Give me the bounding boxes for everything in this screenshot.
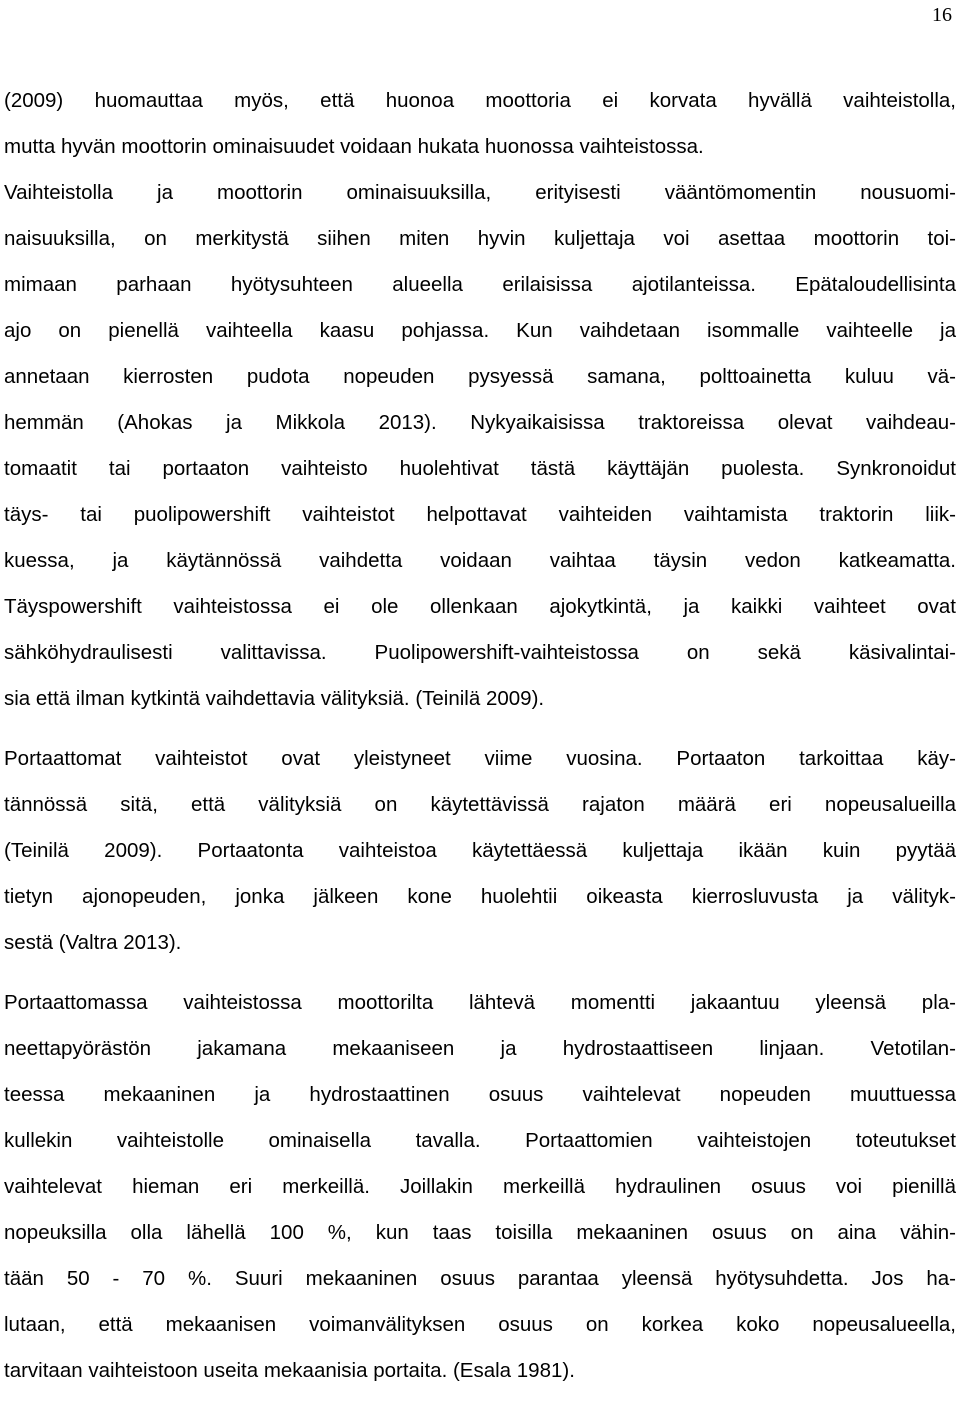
paragraph [4, 980, 956, 1394]
text-line: ajo on pienellä vaihteella kaasu pohjassa. Kun vaihdetaan isommalle vaihteelle ja [4, 319, 956, 342]
text-line: kuessa, ja käytännössä vaihdetta voidaan vaihtaa täysin vedon katkeamatta. [4, 549, 956, 572]
text-line: nopeuksilla olla lähellä 100 %, kun taas toisilla mekaaninen osuus on aina vähin- [4, 1221, 956, 1244]
text-line: teessa mekaaninen ja hydrostaattinen osuus vaihtelevat nopeuden muuttuessa [4, 1083, 956, 1106]
paragraph [4, 736, 956, 966]
text-line: (Teinilä 2009). Portaatonta vaihteistoa käytettäessä kuljettaja ikään kuin pyytää [4, 839, 956, 862]
text-line: hemmän (Ahokas ja Mikkola 2013). Nykyaikaisissa traktoreissa olevat vaihdeau- [4, 411, 956, 434]
text-line: mutta hyvän moottorin ominaisuudet voidaan hukata huonossa vaihteistossa. [4, 135, 704, 158]
text-line: Portaattomassa vaihteistossa moottorilta lähtevä momentti jakaantuu yleensä pla- [4, 991, 956, 1014]
text-line: (2009) huomauttaa myös, että huonoa moottoria ei korvata hyvällä vaihteistolla, [4, 89, 956, 112]
text-line: kullekin vaihteistolle ominaisella tavalla. Portaattomien vaihteistojen toteutukset [4, 1129, 956, 1152]
page-number: 16 [932, 4, 952, 26]
body-text [4, 78, 956, 1394]
text-line: naisuuksilla, on merkitystä siihen miten hyvin kuljettaja voi asettaa moottorin toi- [4, 227, 956, 250]
paragraph-gap [4, 966, 956, 980]
text-line: sähköhydraulisesti valittavissa. Puolipowershift-vaihteistossa on sekä käsivalintai- [4, 641, 956, 664]
text-line: tietyn ajonopeuden, jonka jälkeen kone huolehtii oikeasta kierrosluvusta ja välityk- [4, 885, 956, 908]
paragraph [4, 78, 956, 722]
text-line: annetaan kierrosten pudota nopeuden pysyessä samana, polttoainetta kuluu vä- [4, 365, 956, 388]
text-line: Vaihteistolla ja moottorin ominaisuuksilla, erityisesti vääntömomentin nousuomi- [4, 181, 956, 204]
text-line: Portaattomat vaihteistot ovat yleistyneet viime vuosina. Portaaton tarkoittaa käy- [4, 747, 956, 770]
text-line: tännössä sitä, että välityksiä on käytettävissä rajaton määrä eri nopeusalueilla [4, 793, 956, 816]
paragraph-gap [4, 722, 956, 736]
text-line: lutaan, että mekaanisen voimanvälityksen osuus on korkea koko nopeusalueella, [4, 1313, 956, 1336]
text-line: tään 50 - 70 %. Suuri mekaaninen osuus parantaa yleensä hyötysuhdetta. Jos ha- [4, 1267, 956, 1290]
text-line: Täyspowershift vaihteistossa ei ole ollenkaan ajokytkintä, ja kaikki vaihteet ovat [4, 595, 956, 618]
text-line: tarvitaan vaihteistoon useita mekaanisia portaita. (Esala 1981). [4, 1359, 575, 1382]
text-line: sestä (Valtra 2013). [4, 931, 182, 954]
text-line: sia että ilman kytkintä vaihdettavia välityksiä. (Teinilä 2009). [4, 687, 545, 710]
text-line: täys- tai puolipowershift vaihteistot helpottavat vaihteiden vaihtamista traktorin liik- [4, 503, 956, 526]
text-line: neettapyörästön jakamana mekaaniseen ja hydrostaattiseen linjaan. Vetotilan- [4, 1037, 956, 1060]
text-line: vaihtelevat hieman eri merkeillä. Joillakin merkeillä hydraulinen osuus voi pienillä [4, 1175, 956, 1198]
text-line: tomaatit tai portaaton vaihteisto huolehtivat tästä käyttäjän puolesta. Synkronoidut [4, 457, 956, 480]
text-line: mimaan parhaan hyötysuhteen alueella erilaisissa ajotilanteissa. Epätaloudellisinta [4, 273, 956, 296]
